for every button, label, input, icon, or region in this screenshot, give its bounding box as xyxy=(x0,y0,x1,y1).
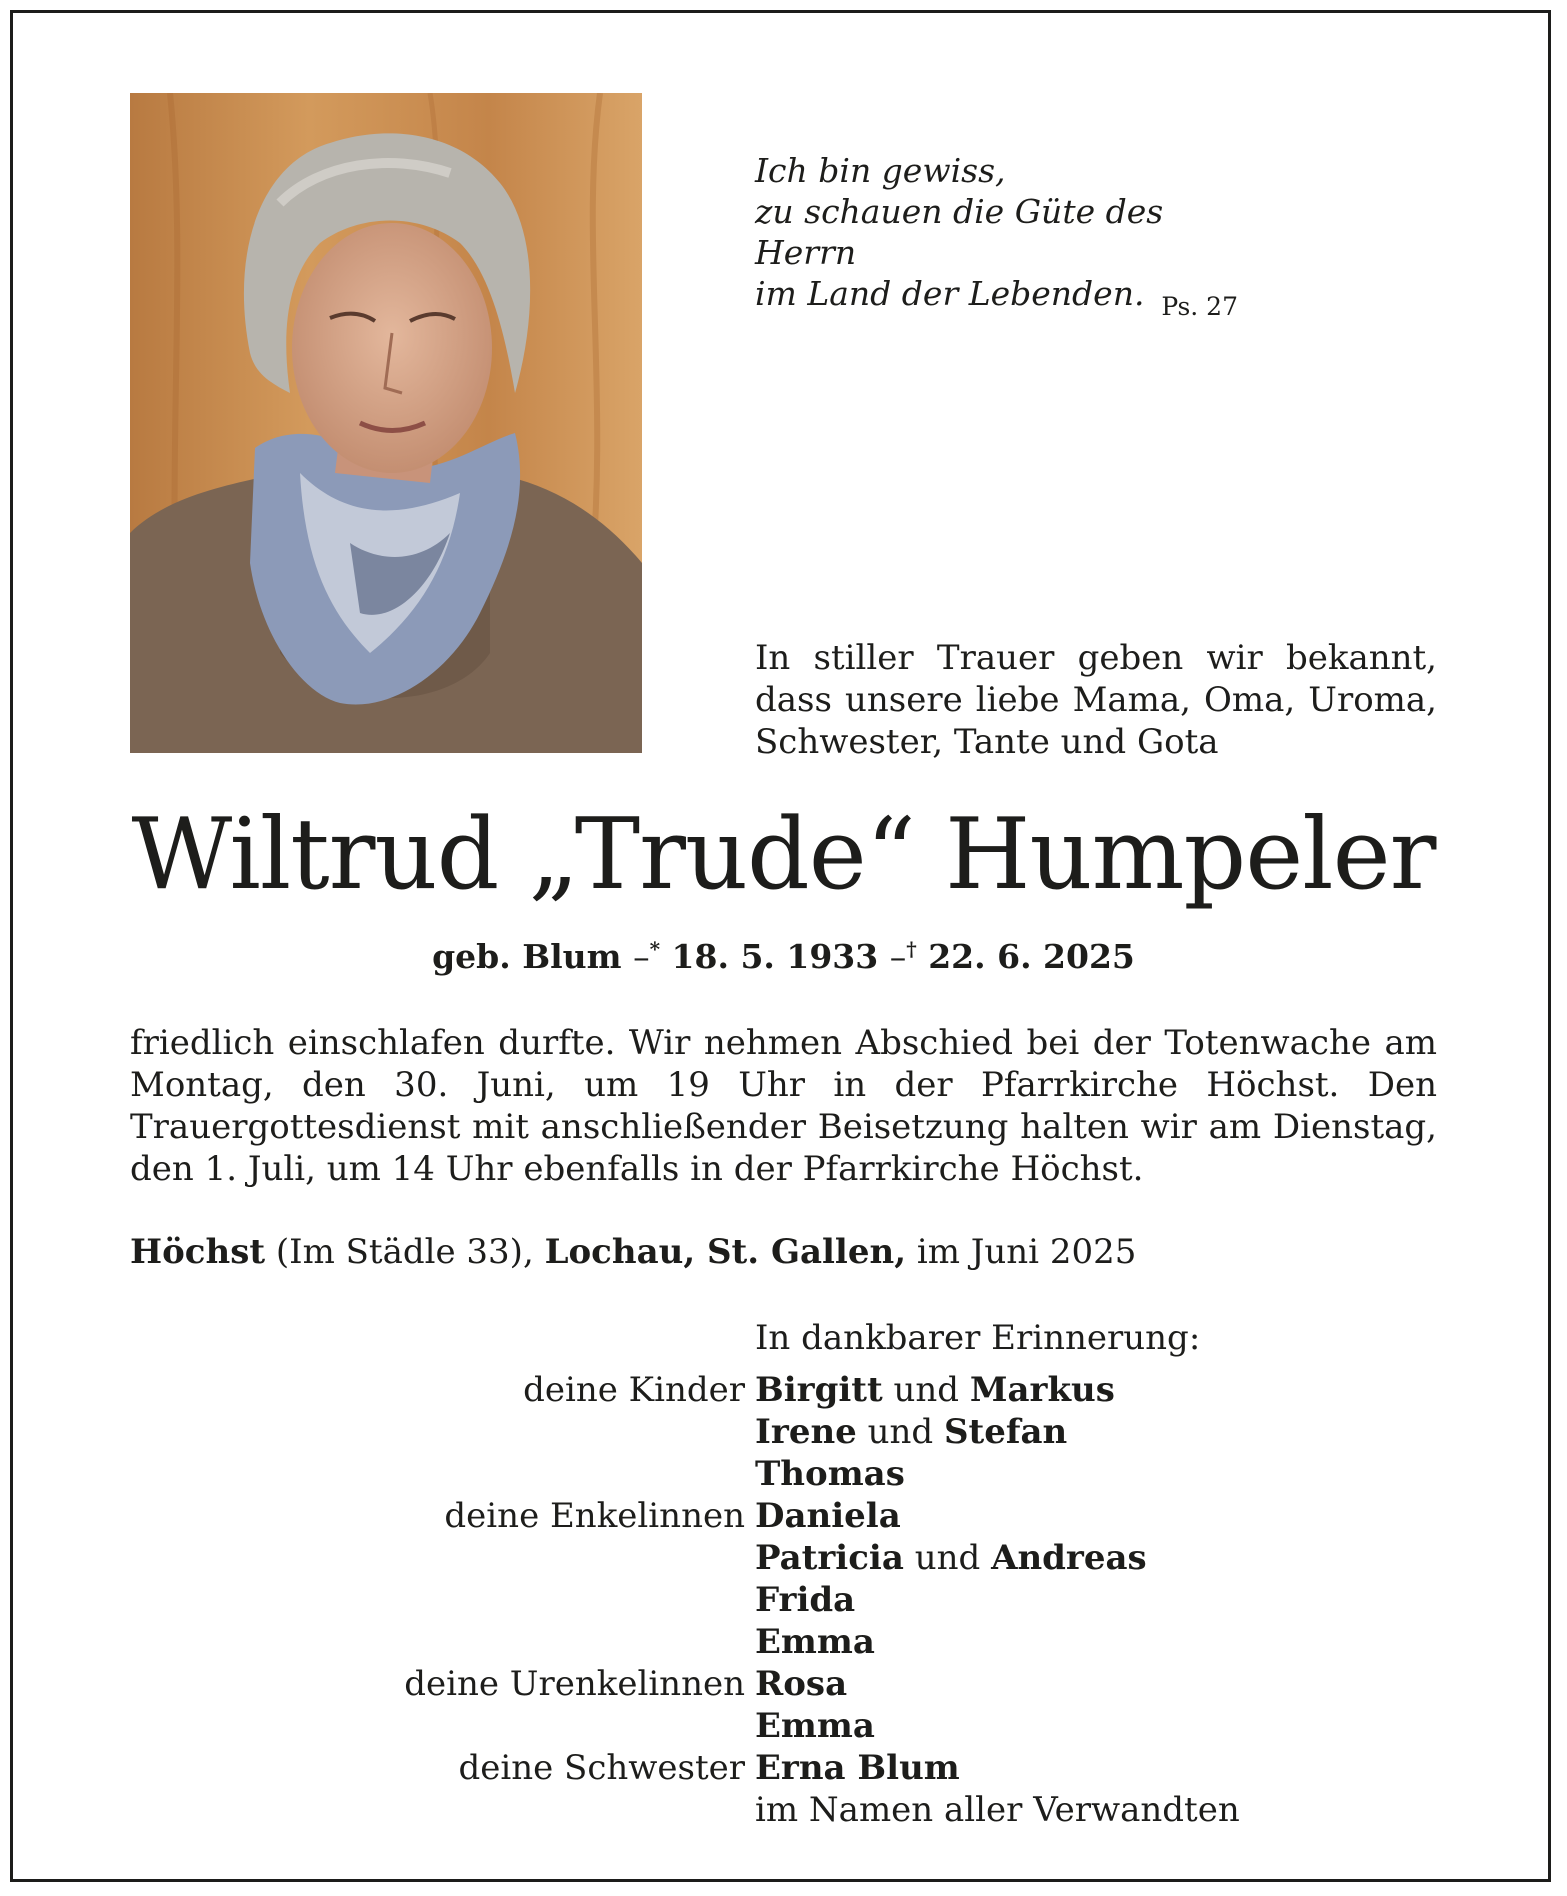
mourner-name: Markus xyxy=(969,1370,1115,1410)
relation-label: deine Enkelinnen xyxy=(444,1496,745,1536)
relation-label xyxy=(130,1453,755,1495)
mourner-row xyxy=(130,1663,1437,1705)
mourner-name: Irene xyxy=(755,1412,857,1452)
place-date: im Juni 2025 xyxy=(906,1232,1137,1272)
conjunction: und xyxy=(867,1412,934,1452)
mourner-name: Thomas xyxy=(755,1454,905,1494)
death-symbol: † xyxy=(906,937,917,961)
mourner-row xyxy=(130,1495,1437,1537)
funeral-details: friedlich einschlafen durfte. Wir nehmen Abschied bei der Totenwache am Montag, den 30. Juni, um 19 Uhr in der Pfarrkirche Höchst. Den Trauergottesdienst mit anschließender Beisetzung halten wir am Dienstag, den 1. Juli, um 14 Uhr ebenfalls in der Pfarrkirche Höchst. xyxy=(130,1023,1437,1189)
mourner-row xyxy=(130,1537,1437,1579)
birth-date: 18. 5. 1933 xyxy=(671,937,879,976)
quote-source: Ps. 27 xyxy=(1161,292,1238,321)
relation-label: deine Kinder xyxy=(523,1370,745,1410)
relation-label: deine Schwester xyxy=(458,1748,745,1788)
deceased-name: Wiltrud „Trude“ Humpeler xyxy=(131,798,1436,912)
mourner-name: Patricia xyxy=(755,1538,904,1578)
place-lochau: Lochau, St. Gallen, xyxy=(544,1232,907,1272)
mourner-name: Rosa xyxy=(755,1664,848,1704)
relation-label xyxy=(130,1537,755,1579)
mourner-name: Daniela xyxy=(755,1496,901,1536)
relation-label xyxy=(130,1621,755,1663)
mourner-row xyxy=(130,1369,1437,1411)
life-dates xyxy=(130,937,1437,976)
mourner-name: Andreas xyxy=(991,1538,1147,1578)
conjunction: und xyxy=(893,1370,960,1410)
mourner-name: Frida xyxy=(755,1580,856,1620)
quote-line: zu schauen die Güte des Herrn xyxy=(755,192,1164,272)
mourners-list xyxy=(130,1369,1437,1789)
relation-label: deine Urenkelinnen xyxy=(404,1664,745,1704)
dash: – xyxy=(889,937,907,976)
address: (Im Städle 33), xyxy=(265,1232,545,1272)
mourner-name: Erna Blum xyxy=(755,1748,960,1788)
mourner-name: Emma xyxy=(755,1706,875,1746)
death-date: 22. 6. 2025 xyxy=(928,937,1135,976)
mourner-name: Emma xyxy=(755,1622,875,1662)
relation-label xyxy=(130,1705,755,1747)
mourner-row xyxy=(130,1579,1437,1621)
closing-line: im Namen aller Verwandten xyxy=(755,1790,1240,1830)
relation-label xyxy=(130,1411,755,1453)
thanks-heading: In dankbarer Erinnerung: xyxy=(755,1318,1201,1358)
maiden-name: geb. Blum xyxy=(432,937,622,976)
portrait-photo xyxy=(130,93,642,753)
quote-line: Ich bin gewiss, xyxy=(755,151,1006,190)
mourner-name: Stefan xyxy=(944,1412,1068,1452)
place-date-line xyxy=(130,1231,1437,1273)
mourner-row xyxy=(130,1621,1437,1663)
birth-symbol: * xyxy=(649,937,661,961)
quote-line: im Land der Lebenden. xyxy=(755,274,1145,313)
mourner-row xyxy=(130,1453,1437,1495)
mourner-row xyxy=(130,1705,1437,1747)
conjunction: und xyxy=(914,1538,981,1578)
dash: – xyxy=(633,937,650,976)
place-hoechst: Höchst xyxy=(130,1232,266,1272)
intro-text: In stiller Trauer geben wir bekannt, dass unsere liebe Mama, Oma, Uroma, Schwester, Tante und Gota xyxy=(755,638,1437,762)
mourner-name: Birgitt xyxy=(755,1370,883,1410)
mourner-row xyxy=(130,1411,1437,1453)
bible-quote xyxy=(755,150,1255,314)
mourner-row xyxy=(130,1747,1437,1789)
relation-label xyxy=(130,1579,755,1621)
